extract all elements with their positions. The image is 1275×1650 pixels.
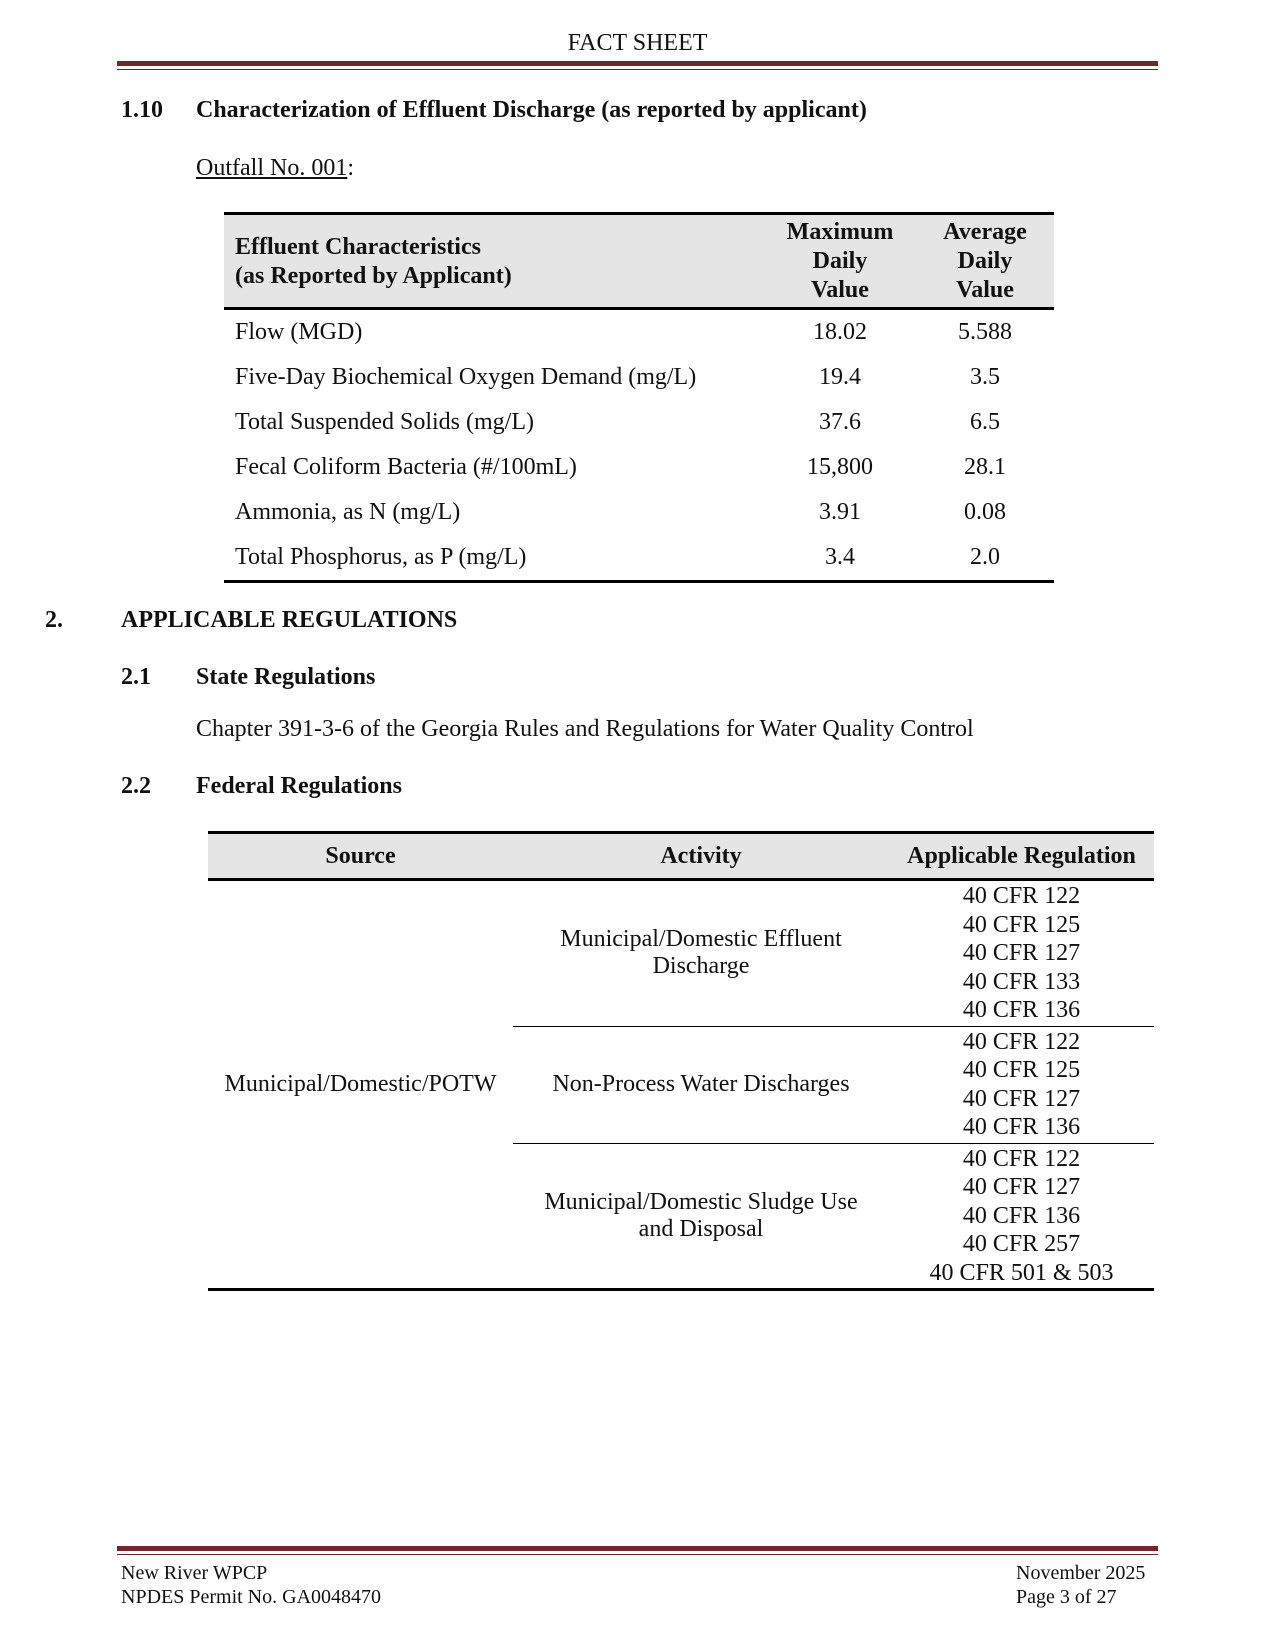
regulation-cell — [889, 880, 1154, 1027]
footer-permit: NPDES Permit No. GA0048470 — [121, 1586, 382, 1608]
effluent-max: 3.4 — [764, 535, 916, 582]
activity-line1: Non-Process Water Discharges — [552, 1071, 850, 1097]
table-row — [224, 535, 1054, 582]
effluent-avg: 3.5 — [970, 364, 1000, 390]
regulation-item: 40 CFR 257 — [962, 1231, 1081, 1257]
table-row — [224, 490, 1054, 535]
header-source: Source — [208, 833, 513, 880]
effluent-max: 15,800 — [807, 454, 873, 480]
regulation-item: 40 CFR 136 — [962, 997, 1081, 1023]
effluent-avg: 28.1 — [964, 454, 1006, 480]
effluent-max: 3.91 — [819, 499, 861, 525]
effluent-name: Five-Day Biochemical Oxygen Demand (mg/L) — [235, 364, 697, 390]
effluent-avg: 5.588 — [958, 319, 1012, 345]
regulation-item: 40 CFR 125 — [962, 1057, 1081, 1083]
table-row — [224, 355, 1054, 400]
effluent-avg: 0.08 — [964, 499, 1006, 525]
header-average-daily-value — [916, 214, 1054, 309]
regulations-table-header-row — [208, 833, 1154, 880]
section-title-1-10: Characterization of Effluent Discharge (as reported by applicant) — [196, 97, 867, 123]
effluent-avg: 6.5 — [970, 409, 1000, 435]
section-number-2: 2. — [45, 607, 63, 633]
header-maximum-daily-value — [764, 214, 916, 309]
section-title-2-1: State Regulations — [196, 664, 376, 690]
regulation-item: 40 CFR 125 — [962, 911, 1081, 938]
regulation-item: 40 CFR 501 & 503 — [929, 1259, 1114, 1286]
source-cell: Municipal/Domestic/POTW — [208, 880, 513, 1290]
activity-cell — [513, 1143, 889, 1290]
header-applicable-regulation: Applicable Regulation — [889, 833, 1154, 880]
table-row — [224, 400, 1054, 445]
header-avg-line1: Average — [943, 219, 1027, 245]
footer-rule-thin — [117, 1554, 1158, 1555]
footer-rule-thick — [117, 1546, 1158, 1551]
outfall-label-text: Outfall No. 001 — [196, 155, 348, 181]
regulation-item: 40 CFR 127 — [962, 1085, 1081, 1112]
header-avg-line2: Daily — [957, 248, 1013, 274]
regulations-table — [208, 831, 1154, 1291]
effluent-name: Fecal Coliform Bacteria (#/100mL) — [235, 454, 577, 480]
footer-date: November 2025 — [1016, 1562, 1146, 1584]
section-title-2-2: Federal Regulations — [196, 773, 402, 799]
regulation-cell — [889, 1143, 1154, 1290]
activity-line2: and Disposal — [638, 1215, 764, 1242]
effluent-table — [224, 212, 1054, 583]
header-avg-line3: Value — [956, 277, 1014, 303]
section-number-1-10: 1.10 — [121, 97, 163, 123]
activity-line1: Municipal/Domestic Sludge Use — [544, 1188, 858, 1215]
effluent-name: Flow (MGD) — [235, 319, 363, 345]
regulation-item: 40 CFR 122 — [962, 883, 1081, 909]
regulation-item: 40 CFR 122 — [962, 1028, 1081, 1055]
activity-cell — [513, 880, 889, 1027]
regulation-item: 40 CFR 127 — [962, 940, 1081, 966]
regulation-item: 40 CFR 122 — [962, 1145, 1081, 1172]
outfall-label-colon: : — [347, 155, 354, 181]
effluent-name: Total Suspended Solids (mg/L) — [235, 409, 534, 435]
effluent-table-header-row — [224, 214, 1054, 309]
header-rule-thick — [117, 61, 1158, 66]
header-activity: Activity — [513, 833, 889, 880]
section-title-2: APPLICABLE REGULATIONS — [121, 607, 458, 633]
table-row — [224, 309, 1054, 356]
table-row — [224, 445, 1054, 490]
regulation-item: 40 CFR 136 — [962, 1114, 1081, 1140]
table-row — [208, 880, 1154, 1027]
section-number-2-1: 2.1 — [121, 664, 151, 690]
state-regulations-text: Chapter 391-3-6 of the Georgia Rules and Regulations for Water Quality Control — [196, 716, 974, 742]
effluent-name: Total Phosphorus, as P (mg/L) — [224, 535, 764, 582]
header-max-line1: Maximum — [786, 219, 894, 245]
activity-cell — [513, 1026, 889, 1143]
section-number-2-2: 2.2 — [121, 773, 151, 799]
regulation-item: 40 CFR 127 — [962, 1174, 1081, 1200]
footer-page-number: Page 3 of 27 — [1016, 1586, 1117, 1608]
footer-right — [1016, 1561, 1145, 1609]
effluent-max: 37.6 — [819, 409, 861, 435]
regulation-item: 40 CFR 133 — [962, 968, 1081, 995]
header-max-line3: Value — [811, 277, 869, 303]
effluent-name: Ammonia, as N (mg/L) — [235, 499, 461, 525]
activity-line1: Municipal/Domestic Effluent — [560, 926, 842, 953]
header-max-line2: Daily — [812, 248, 868, 274]
header-char-line2: (as Reported by Applicant) — [235, 262, 512, 289]
regulation-cell — [889, 1026, 1154, 1143]
regulation-item: 40 CFR 136 — [962, 1202, 1081, 1229]
effluent-avg: 2.0 — [916, 535, 1054, 582]
effluent-max: 18.02 — [813, 319, 867, 345]
outfall-label — [196, 155, 354, 182]
effluent-max: 19.4 — [819, 364, 861, 390]
header-rule-thin — [117, 69, 1158, 70]
header-char-line1: Effluent Characteristics — [235, 233, 481, 260]
activity-line2: Discharge — [652, 953, 750, 980]
footer-left — [121, 1561, 381, 1609]
header-effluent-characteristics — [224, 214, 764, 309]
page-header-title: FACT SHEET — [567, 30, 708, 56]
footer-facility: New River WPCP — [121, 1562, 268, 1584]
